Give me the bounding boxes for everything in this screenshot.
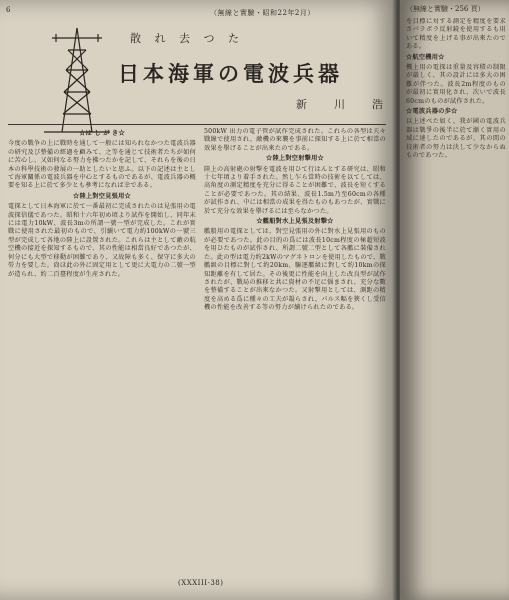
paragraph: 電探として日本海軍に於て一番最初に完成されたのは見張用の電波探信儀であつた。昭和十六年初め頃より試作を開始し、同年末には電力10kW、波長3mの所謂一號一型が完成した。これが實戰に使用された最初のもので、引續いて電力約100kWの一號三型が完成して各地の陸上に設置された。これらは主として敵の航空機の接近を探知するもので、其の性能は相當良好であつたが、何分にも大型で移動が困難であり、又故障も多く、保守に多大の勞力を要した。尙ほ此の外に固定用として更に大電力の二號一型が造られ、約二百臺程度が生産された。 <box>8 203 196 278</box>
right-page <box>400 0 509 600</box>
text-column-middle <box>204 128 386 578</box>
article-subtitle: 散 れ 去 つ た <box>130 32 244 45</box>
paragraph: 艦船用の電探としては、對空見張用の外に對水上見張用のものが必要であつた。此の目的の爲には波長10cm程度の極超短波を用ひたものが試作され、所謂二號二型として各艦に裝備された。此の型は電力約2kWのマグネトロンを使用したもので、戰艦級の目標に對して約20km、驅逐艦級に對して約10kmの探知距離を有して居た。その後更に性能を向上した改良型が試作されたが、戰局の推移と共に資材の不足に惱まされ、充分な數を整備することが出來なかつた。又射撃用としては、測距の精度を高める爲に種々の工夫が凝らされ、パルス幅を狹くし受信機の性能を改善する等の努力が續けられたのである。 <box>204 228 386 312</box>
text-column-right <box>406 18 506 593</box>
radio-tower-illustration <box>42 20 112 140</box>
section-heading: ☆電波兵器の歩☆ <box>406 108 458 116</box>
author-name: 新 川 浩 <box>296 98 391 111</box>
section-heading: ☆陸上對空見張用☆ <box>73 192 131 200</box>
title-divider <box>8 124 386 125</box>
section-heading: ☆航空機用☆ <box>406 53 445 61</box>
article-title: 日本海軍の電波兵器 <box>118 61 343 86</box>
paragraph: 陸上の高射砲の射撃を電波を用ひて行はんとする研究は、昭和十七年頃より着手された。然し乍ら當時の技術を以てしては、高角度の測定精度を充分に得ることが困難で、波長を短くすることが必要であつた。其の結果、波長1.5m乃至60cmの各種が試作され、中には相當の成果を得たものもあつたが、實戰に於て充分な效果を擧げるには至らなかつた。 <box>204 165 386 215</box>
section-heading: ☆艦船對水上見張及射撃☆ <box>256 218 334 226</box>
running-header: （無線と實驗・昭和22年2月） <box>210 9 315 17</box>
paragraph: 500kW 出力の電子管が試作完成された。これらの各型は夫々戰線で使用され、敵機の來襲を事前に探知する上に於て相當の效果を擧げることが出來たのである。 <box>204 128 386 152</box>
running-header-right: （無線と實驗・256 頁） <box>406 5 485 13</box>
paragraph: を目標に対する測定を精度を要求さパラボラ反射鏡を使用するも用いて精度を上げる事が出來たのである。 <box>406 18 506 51</box>
paragraph: 以上述べた如く、我が國の電波兵器は戰爭の後半に於て漸く實用の域に達したのであるが、其の間の技術者の努力は決して少なからぬものであつた。 <box>406 118 506 160</box>
text-column-left <box>8 128 196 578</box>
section-heading: ☆陸上對空射撃用☆ <box>266 155 324 163</box>
paragraph: 今度の戰争の上に戰時を通して一般には知られなかつた電波兵器の研究及び整備の經過を顧みて、之等を通じて技術者たちが如何に苦心し、又如何なる努力を拂つたかを記して、それらを後の日本の科學技術の發展の一助としたいと思ふ。以下の記述は主として海軍關係の電波兵器を中心とするものであるが、電波兵器の概要を知る上に於て多少とも參考になれば幸である。 <box>8 140 196 190</box>
page-number: 6 <box>6 6 11 14</box>
section-heading: ☆は し が き☆ <box>79 130 125 137</box>
paragraph: 機上用の電探は重量及容積の制限が嚴しく、其の設計には多大の困難が伴つた。波長2m程度のものが最初に實用化され、次いで波長60cmのものが試作された。 <box>406 64 506 105</box>
page-footer: (XXXIII-38) <box>178 579 224 587</box>
